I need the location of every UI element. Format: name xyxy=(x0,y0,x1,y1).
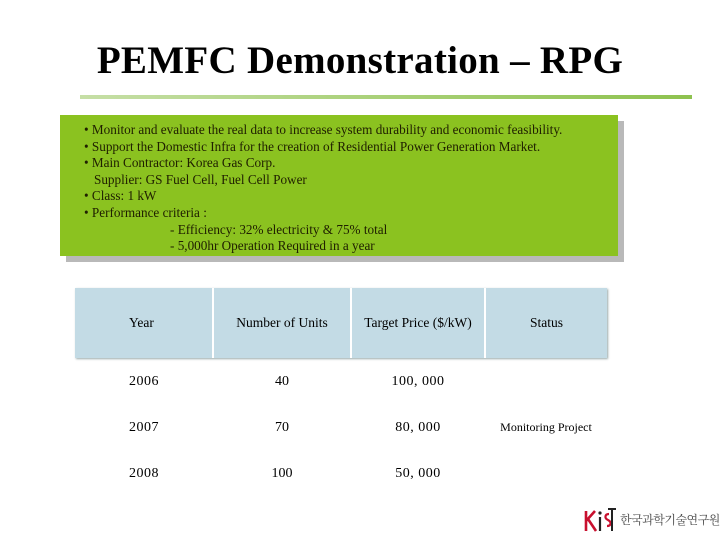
cell-price: 50, 000 xyxy=(395,466,441,481)
bullet-line: • Performance criteria : xyxy=(84,204,207,220)
slide-title: PEMFC Demonstration – RPG xyxy=(96,39,624,82)
kist-logo-text: 한국과학기술연구원 xyxy=(620,513,720,527)
bullet-line: • Class: 1 kW xyxy=(84,188,157,204)
table-row xyxy=(75,359,485,405)
bullet-box xyxy=(60,115,618,256)
cell-units: 40 xyxy=(275,374,289,389)
header-target-price: Target Price ($/kW) xyxy=(364,315,472,330)
cell-price: 100, 000 xyxy=(391,374,445,389)
table-row xyxy=(75,405,485,451)
cell-year: 2007 xyxy=(129,420,159,435)
bullet-subline: - 5,000hr Operation Required in a year xyxy=(170,238,375,254)
table-row xyxy=(75,451,485,497)
bullet-subline: Supplier: GS Fuel Cell, Fuel Cell Power xyxy=(94,171,307,187)
cell-units: 100 xyxy=(271,466,293,481)
bullet-subline: - Efficiency: 32% electricity & 75% total xyxy=(170,221,388,237)
title-underline xyxy=(80,95,692,99)
cell-status: Monitoring Project xyxy=(500,419,592,434)
cell-year: 2008 xyxy=(129,466,159,481)
kist-logo-mark-icon xyxy=(582,505,618,535)
cell-price: 80, 000 xyxy=(395,420,441,435)
table-header xyxy=(75,288,607,358)
bullet-line: • Support the Domestic Infra for the creation of Residential Power Generation Market. xyxy=(84,138,541,154)
bullet-line: • Main Contractor: Korea Gas Corp. xyxy=(84,155,276,171)
bullet-line: • Monitor and evaluate the real data to increase system durability and economic feasibility. xyxy=(84,122,563,137)
header-number-of-units: Number of Units xyxy=(236,315,328,330)
demonstration-table xyxy=(75,288,607,496)
header-status: Status xyxy=(529,315,563,330)
cell-year: 2006 xyxy=(129,374,159,389)
cell-units: 70 xyxy=(275,420,289,435)
header-year: Year xyxy=(129,315,154,330)
kist-logo xyxy=(568,505,718,535)
